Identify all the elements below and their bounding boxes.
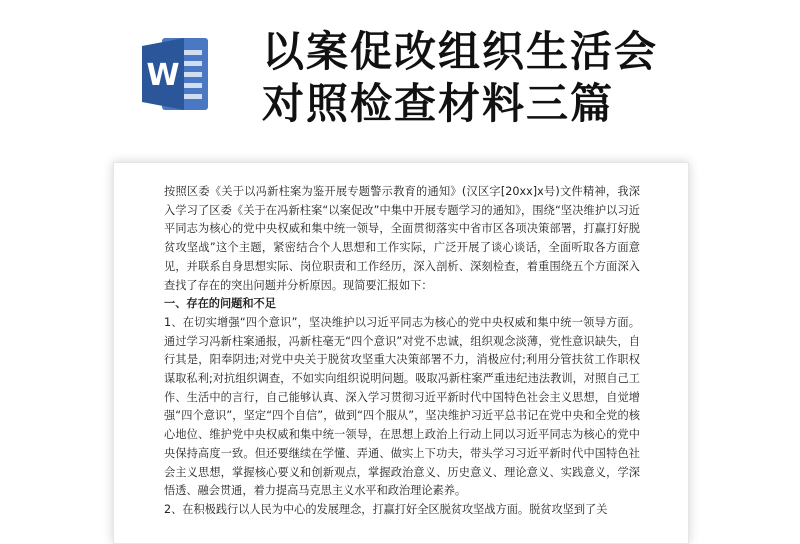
document-page-preview bbox=[113, 162, 689, 544]
header bbox=[0, 0, 800, 160]
document-body bbox=[164, 183, 640, 520]
section-heading: 一、存在的问题和不足 bbox=[164, 297, 276, 311]
paragraph-2: 2、在积极践行以人民为中心的发展理念，打赢打好全区脱贫攻坚战方面。脱贫攻坚到了关 bbox=[164, 502, 608, 516]
intro-paragraph: 按照区委《关于以冯新柱案为鉴开展专题警示教育的通知》(汉区字[20xx]x号)文件精神，我深入学习了区委《关于在冯新柱案“以案促改”中集中开展专题学习的通知》，围绕“坚决维护以习近平同志为核心的党中央权威和集中统一领导，全面贯彻落实中省市区各项决策部署，打赢打好脱贫攻坚战”这个主题，紧密结合个人思想和工作实际，广泛开展了谈心谈话，全面听取各方面意见，并联系自身思想实际、岗位职责和工作经历，深入剖析、深刻检查，着重围绕五个方面深入查找了存在的突出问题并分析原因。现简要汇报如下： bbox=[164, 185, 640, 292]
document-title bbox=[262, 26, 782, 130]
paragraph-1: 1、在切实增强“四个意识”，坚决维护以习近平同志为核心的党中央权威和集中统一领导方面。通过学习冯新柱案通报，冯新柱毫无“四个意识”对党不忠诚，组织观念淡薄，党性意识缺失，自行其是，阳奉阴违;对党中央关于脱贫攻坚重大决策部署不力，消极应付;利用分管扶贫工作职权谋取私利;对抗组织调查，不如实向组织说明问题。吸取冯新柱案严重违纪违法教训，对照自己工作、生活中的言行，自己能够认真、深入学习贯彻习近平新时代中国特色社会主义思想，自觉增强“四个意识”，坚定“四个自信”，做到“四个服从”，坚决维护习近平总书记在党中央和全党的核心地位、维护党中央权威和集中统一领导，在思想上政治上行动上同以习近平同志为核心的党中央保持高度一致。但还要继续在学懂、弄通、做实上下功夫，带头学习习近平新时代中国特色社会主义思想，掌握核心要义和创新观点，掌握政治意义、历史意义、理论意义、实践意义，学深悟透、融会贯通，着力提高马克思主义水平和政治理论素养。 bbox=[164, 315, 640, 498]
title-line-2: 对照检查材料三篇 bbox=[262, 79, 615, 128]
word-document-icon bbox=[140, 34, 210, 114]
word-icon-letter: W bbox=[146, 58, 180, 93]
title-line-1: 以案促改组织生活会 bbox=[262, 27, 659, 76]
